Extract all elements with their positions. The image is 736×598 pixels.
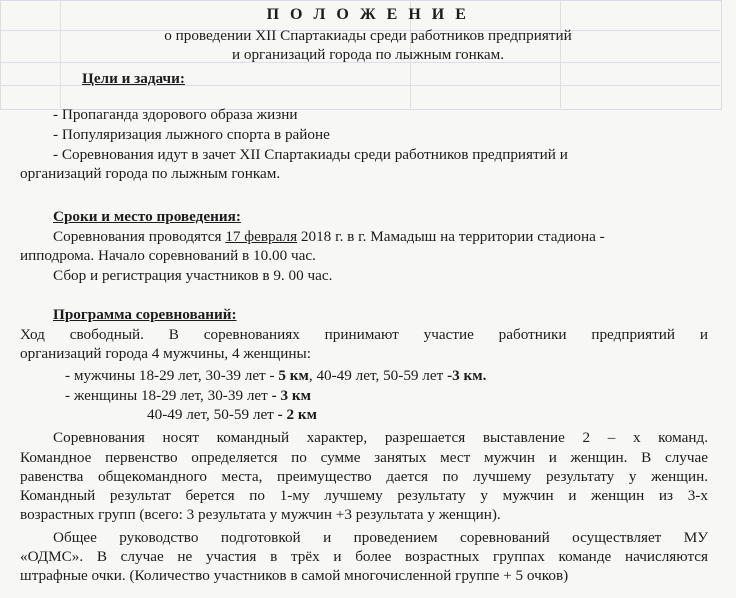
- dates-line: Сбор и регистрация участников в 9. 00 час.: [53, 267, 333, 284]
- rules-line: Командный результат берется по 1-му лучшему результату у мужчин и женщин из 3-х: [20, 487, 708, 504]
- women-text: 40-49 лет, 50-59 лет: [147, 406, 278, 423]
- program-heading: Программа соревнований:: [53, 306, 237, 323]
- men-distance: -3 км.: [447, 367, 487, 384]
- rules-line: Соревнования носят командный характер, разрешается выставление 2 – х команд.: [53, 429, 708, 446]
- men-distance: 5 км: [278, 367, 309, 384]
- program-intro-line: Ход свободный. В соревнованиях принимают участие работники предприятий и: [20, 326, 708, 343]
- dates-text: Соревнования проводятся: [53, 228, 226, 245]
- women-categories: [147, 405, 317, 424]
- document-subtitle-line: и организаций города по лыжным гонкам.: [231, 46, 505, 63]
- goals-item: - Пропаганда здорового образа жизни: [53, 106, 298, 123]
- management-line: «ОДМС». В случае не участия в трёх и более возрастных группах команде начисляются: [20, 548, 708, 565]
- dates-text: 2018 г. в г. Мамадыш на территории стадиона -: [297, 228, 605, 245]
- rules-line: равенства общекомандного места, преимущество дается по лучшему результату у женщин.: [20, 468, 708, 485]
- goals-item-continuation: организаций города по лыжным гонкам.: [20, 165, 281, 182]
- program-intro-line: организаций города 4 мужчины, 4 женщины:: [20, 345, 311, 362]
- women-text: - женщины 18-29 лет, 30-39 лет: [65, 387, 272, 404]
- management-line: штрафные очки. (Количество участников в самой многочисленной группе + 5 очков): [20, 567, 569, 584]
- men-text: - мужчины 18-29 лет, 30-39 лет -: [65, 367, 279, 384]
- rules-line: возрастных групп (всего: 3 результата у мужчин +3 результата у женщин).: [20, 506, 501, 523]
- dates-line: ипподрома. Начало соревнований в 10.00 час.: [20, 247, 316, 264]
- event-date: 17 февраля: [225, 228, 298, 245]
- goals-item: - Соревнования идут в зачет XII Спартакиады среди работников предприятий и: [53, 146, 568, 163]
- management-line: Общее руководство подготовкой и проведением соревнований осуществляет МУ: [53, 529, 708, 546]
- goals-heading: Цели и задачи:: [82, 70, 185, 87]
- women-distance: - 2 км: [277, 406, 317, 423]
- goals-item: - Популяризация лыжного спорта в районе: [53, 126, 330, 143]
- dates-line: [53, 227, 605, 246]
- document-subtitle-line: о проведении XII Спартакиады среди работников предприятий: [164, 27, 572, 44]
- men-text: , 40-49 лет, 50-59 лет: [308, 367, 448, 384]
- women-categories: [65, 386, 311, 405]
- rules-line: Командное первенство определяется по сумме занятых мест мужчин и женщин. В случае: [20, 449, 708, 466]
- men-categories: [65, 366, 486, 385]
- women-distance: - 3 км: [271, 387, 311, 404]
- dates-heading: Сроки и место проведения:: [53, 208, 241, 225]
- document-title: П О Л О Ж Е Н И Е: [266, 6, 470, 23]
